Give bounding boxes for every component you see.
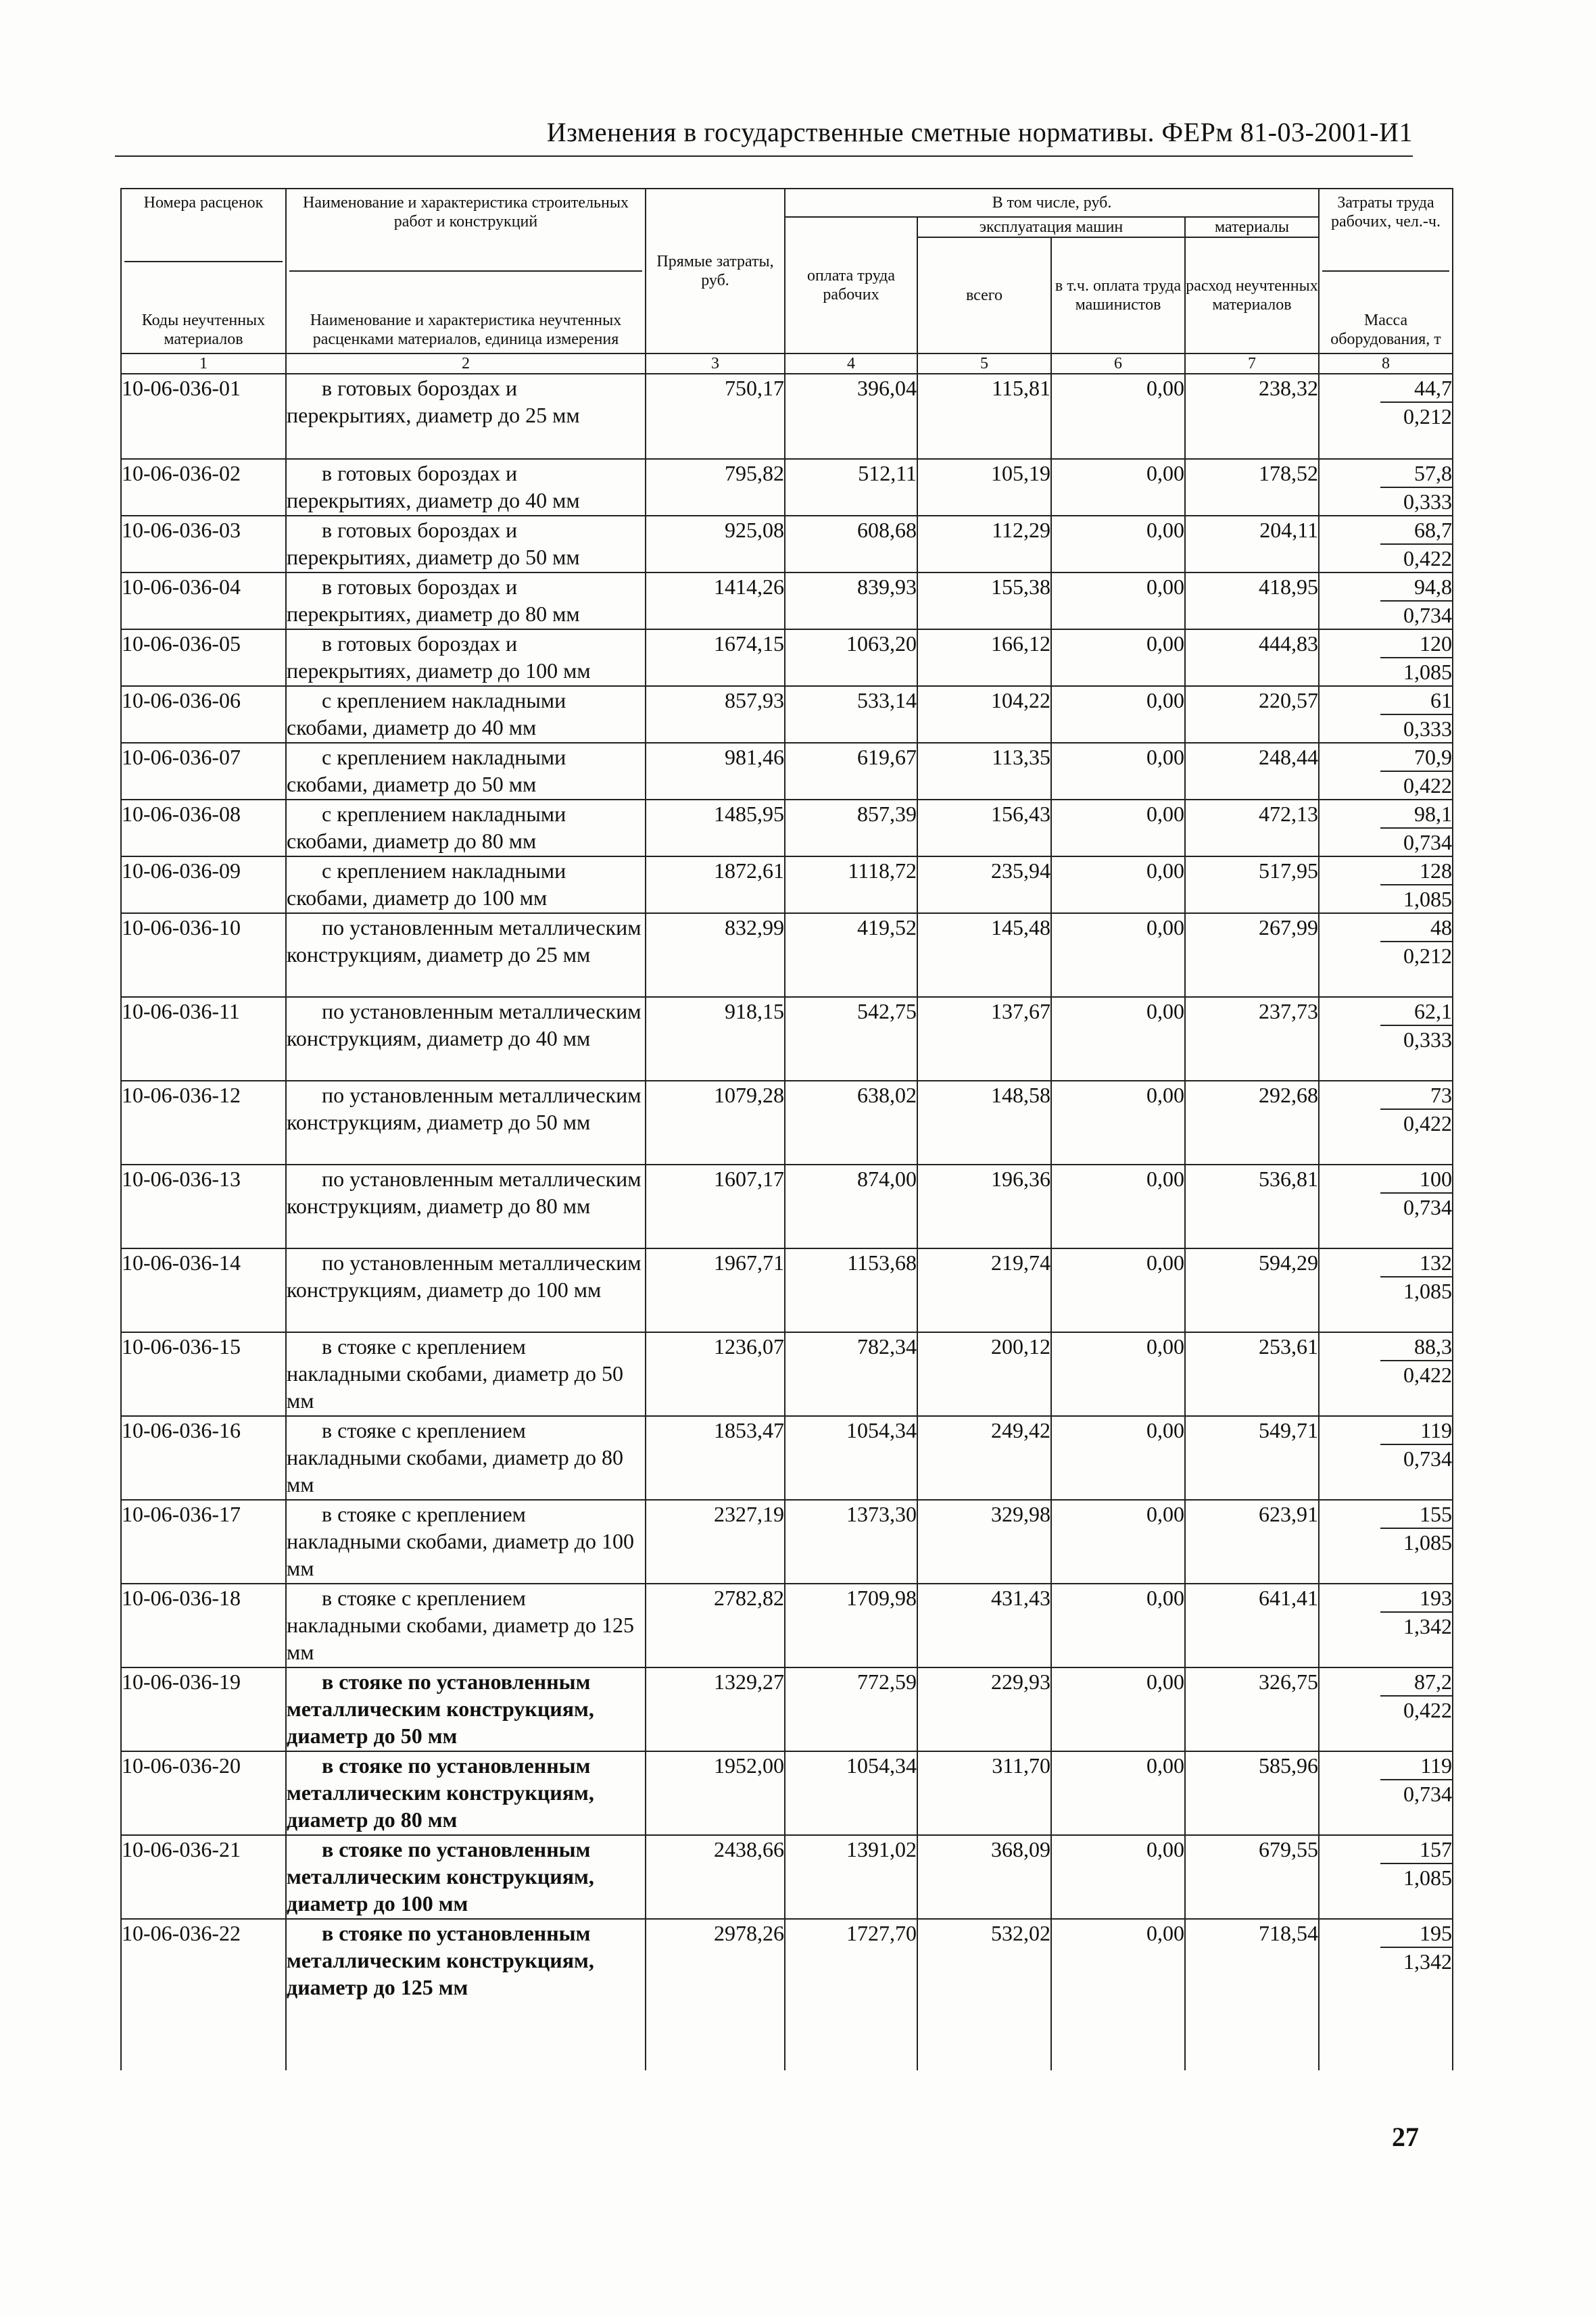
header-direct-costs: Прямые затраты, руб. <box>646 189 785 354</box>
operator-wages-value: 0,00 <box>1051 1332 1185 1416</box>
table-row <box>121 1081 1453 1165</box>
worker-wages-value: 1727,70 <box>785 1919 917 2003</box>
operator-wages-value: 0,00 <box>1051 743 1185 800</box>
rate-description: по установленным металлическим конструкциям, диаметр до 25 мм <box>287 915 642 967</box>
machines-total-value: 431,43 <box>917 1584 1051 1667</box>
labor-costs-value: 100 <box>1380 1165 1452 1194</box>
operator-wages-value: 0,00 <box>1051 1835 1185 1919</box>
machines-total-value: 105,19 <box>917 459 1051 516</box>
worker-wages-value: 1709,98 <box>785 1584 917 1667</box>
materials-value: 549,71 <box>1185 1416 1319 1500</box>
equipment-mass-value: 1,342 <box>1403 1614 1452 1638</box>
running-header: Изменения в государственные сметные нормативы. ФЕРм 81-03-2001-И1 <box>115 114 1413 157</box>
machines-total-value: 235,94 <box>917 856 1051 913</box>
direct-costs-value: 2782,82 <box>646 1584 785 1667</box>
header-labor-costs: Затраты труда рабочих, чел.-ч. <box>1331 194 1441 230</box>
direct-costs-value: 1236,07 <box>646 1332 785 1416</box>
rate-description: по установленным металлическим конструкциям, диаметр до 50 мм <box>287 1083 642 1134</box>
worker-wages-value: 396,04 <box>785 374 917 459</box>
rate-code: 10-06-036-08 <box>121 800 286 856</box>
table-body <box>121 374 1453 2070</box>
table-row <box>121 743 1453 800</box>
materials-value: 472,13 <box>1185 800 1319 856</box>
materials-value: 517,95 <box>1185 856 1319 913</box>
materials-value: 536,81 <box>1185 1165 1319 1248</box>
labor-costs-value: 87,2 <box>1380 1668 1452 1697</box>
rate-code: 10-06-036-05 <box>121 629 286 686</box>
labor-costs-value: 57,8 <box>1380 460 1452 488</box>
direct-costs-value: 1952,00 <box>646 1751 785 1835</box>
equipment-mass-value: 0,422 <box>1403 1111 1452 1136</box>
table-row <box>121 800 1453 856</box>
equipment-mass-value: 0,422 <box>1403 546 1452 570</box>
direct-costs-value: 1853,47 <box>646 1416 785 1500</box>
table-row <box>121 516 1453 572</box>
worker-wages-value: 512,11 <box>785 459 917 516</box>
header-including-group: В том числе, руб. <box>785 189 1319 217</box>
equipment-mass-value: 1,342 <box>1403 1949 1452 1974</box>
direct-costs-value: 925,08 <box>646 516 785 572</box>
header-materials-consumption: расход неучтенных материалов <box>1185 237 1319 354</box>
machines-total-value: 145,48 <box>917 913 1051 997</box>
operator-wages-value: 0,00 <box>1051 516 1185 572</box>
header-equipment-mass: Масса оборудования, т <box>1330 312 1441 348</box>
table-row <box>121 1165 1453 1248</box>
equipment-mass-value: 0,333 <box>1403 1027 1452 1052</box>
materials-value: 220,57 <box>1185 686 1319 743</box>
materials-value: 248,44 <box>1185 743 1319 800</box>
labor-costs-value: 44,7 <box>1380 374 1452 403</box>
rate-code: 10-06-036-22 <box>121 1919 286 2003</box>
rate-description: с креплением накладными скобами, диаметр до 40 мм <box>287 688 566 739</box>
equipment-mass-value: 1,085 <box>1403 1279 1452 1303</box>
machines-total-value: 219,74 <box>917 1248 1051 1332</box>
table-row <box>121 1584 1453 1667</box>
direct-costs-value: 795,82 <box>646 459 785 516</box>
rate-code: 10-06-036-07 <box>121 743 286 800</box>
column-number: 2 <box>286 354 646 374</box>
materials-value: 253,61 <box>1185 1332 1319 1416</box>
rates-table <box>120 188 1453 2070</box>
worker-wages-value: 1391,02 <box>785 1835 917 1919</box>
labor-costs-value: 94,8 <box>1380 573 1452 602</box>
labor-costs-value: 119 <box>1380 1752 1452 1780</box>
table-row <box>121 1416 1453 1500</box>
header-materials-group: материалы <box>1185 217 1319 237</box>
worker-wages-value: 419,52 <box>785 913 917 997</box>
labor-costs-value: 155 <box>1380 1501 1452 1529</box>
machines-total-value: 115,81 <box>917 374 1051 459</box>
machines-total-value: 166,12 <box>917 629 1051 686</box>
header-material-codes: Коды неучтенных материалов <box>141 312 266 348</box>
operator-wages-value: 0,00 <box>1051 1667 1185 1751</box>
machines-total-value: 200,12 <box>917 1332 1051 1416</box>
operator-wages-value: 0,00 <box>1051 997 1185 1081</box>
header-work-names: Наименование и характеристика строительных работ и конструкций <box>303 194 629 230</box>
rate-description: в стояке с креплением накладными скобами, диаметр до 125 мм <box>287 1586 635 1664</box>
machines-total-value: 196,36 <box>917 1165 1051 1248</box>
direct-costs-value: 1079,28 <box>646 1081 785 1165</box>
direct-costs-value: 750,17 <box>646 374 785 459</box>
worker-wages-value: 533,14 <box>785 686 917 743</box>
materials-value: 585,96 <box>1185 1751 1319 1835</box>
direct-costs-value: 832,99 <box>646 913 785 997</box>
column-number: 8 <box>1319 354 1453 374</box>
table-row <box>121 459 1453 516</box>
labor-costs-value: 68,7 <box>1380 516 1452 545</box>
equipment-mass-value: 0,734 <box>1403 830 1452 854</box>
table-row <box>121 1919 1453 2003</box>
operator-wages-value: 0,00 <box>1051 629 1185 686</box>
column-number: 7 <box>1185 354 1319 374</box>
materials-value: 267,99 <box>1185 913 1319 997</box>
equipment-mass-value: 1,085 <box>1403 1866 1452 1890</box>
labor-costs-value: 157 <box>1380 1836 1452 1864</box>
header-col-labor <box>1319 189 1453 354</box>
equipment-mass-value: 1,085 <box>1403 660 1452 684</box>
operator-wages-value: 0,00 <box>1051 1751 1185 1835</box>
operator-wages-value: 0,00 <box>1051 1584 1185 1667</box>
direct-costs-value: 981,46 <box>646 743 785 800</box>
labor-costs-value: 70,9 <box>1380 744 1452 772</box>
rate-code: 10-06-036-20 <box>121 1751 286 1835</box>
worker-wages-value: 839,93 <box>785 572 917 629</box>
worker-wages-value: 874,00 <box>785 1165 917 1248</box>
operator-wages-value: 0,00 <box>1051 459 1185 516</box>
machines-total-value: 249,42 <box>917 1416 1051 1500</box>
direct-costs-value: 1674,15 <box>646 629 785 686</box>
equipment-mass-value: 1,085 <box>1403 887 1452 911</box>
equipment-mass-value: 0,734 <box>1403 1446 1452 1471</box>
direct-costs-value: 2327,19 <box>646 1500 785 1584</box>
materials-value: 237,73 <box>1185 997 1319 1081</box>
direct-costs-value: 857,93 <box>646 686 785 743</box>
equipment-mass-value: 0,422 <box>1403 1363 1452 1387</box>
rate-description: в стояке с креплением накладными скобами, диаметр до 50 мм <box>287 1334 624 1413</box>
rate-code: 10-06-036-15 <box>121 1332 286 1416</box>
labor-costs-value: 61 <box>1380 687 1452 715</box>
worker-wages-value: 1063,20 <box>785 629 917 686</box>
rate-code: 10-06-036-10 <box>121 913 286 997</box>
rate-code: 10-06-036-16 <box>121 1416 286 1500</box>
materials-value: 238,32 <box>1185 374 1319 459</box>
labor-costs-value: 195 <box>1380 1920 1452 1948</box>
table-header <box>121 189 1453 374</box>
header-material-names: Наименование и характеристика неучтенных расценками материалов, единица измерения <box>310 312 622 348</box>
operator-wages-value: 0,00 <box>1051 1919 1185 2003</box>
operator-wages-value: 0,00 <box>1051 686 1185 743</box>
labor-costs-value: 193 <box>1380 1584 1452 1613</box>
operator-wages-value: 0,00 <box>1051 1248 1185 1332</box>
rate-description: с креплением накладными скобами, диаметр до 80 мм <box>287 802 566 853</box>
table-row <box>121 374 1453 459</box>
table-row <box>121 1751 1453 1835</box>
operator-wages-value: 0,00 <box>1051 1500 1185 1584</box>
materials-value: 641,41 <box>1185 1584 1319 1667</box>
rate-description: в готовых бороздах и перекрытиях, диаметр до 25 мм <box>287 376 580 427</box>
equipment-mass-value: 0,212 <box>1403 404 1452 429</box>
operator-wages-value: 0,00 <box>1051 572 1185 629</box>
rate-code: 10-06-036-01 <box>121 374 286 459</box>
machines-total-value: 112,29 <box>917 516 1051 572</box>
rate-description: по установленным металлическим конструкциям, диаметр до 80 мм <box>287 1167 642 1218</box>
labor-costs-value: 73 <box>1380 1081 1452 1110</box>
direct-costs-value: 1607,17 <box>646 1165 785 1248</box>
rate-description: с креплением накладными скобами, диаметр до 50 мм <box>287 745 566 796</box>
rate-code: 10-06-036-09 <box>121 856 286 913</box>
rate-code: 10-06-036-14 <box>121 1248 286 1332</box>
direct-costs-value: 918,15 <box>646 997 785 1081</box>
rate-code: 10-06-036-06 <box>121 686 286 743</box>
labor-costs-value: 62,1 <box>1380 998 1452 1026</box>
rate-code: 10-06-036-02 <box>121 459 286 516</box>
materials-value: 444,83 <box>1185 629 1319 686</box>
direct-costs-value: 1329,27 <box>646 1667 785 1751</box>
operator-wages-value: 0,00 <box>1051 800 1185 856</box>
rate-description: в стояке по установленным металлическим конструкциям, диаметр до 80 мм <box>287 1753 594 1832</box>
direct-costs-value: 2438,66 <box>646 1835 785 1919</box>
worker-wages-value: 782,34 <box>785 1332 917 1416</box>
materials-value: 418,95 <box>1185 572 1319 629</box>
rate-description: с креплением накладными скобами, диаметр до 100 мм <box>287 858 566 910</box>
operator-wages-value: 0,00 <box>1051 1416 1185 1500</box>
machines-total-value: 368,09 <box>917 1835 1051 1919</box>
table-row <box>121 1332 1453 1416</box>
table-row <box>121 1248 1453 1332</box>
column-number: 6 <box>1051 354 1185 374</box>
materials-value: 326,75 <box>1185 1667 1319 1751</box>
header-worker-wages: оплата труда рабочих <box>785 217 917 354</box>
rate-code: 10-06-036-13 <box>121 1165 286 1248</box>
labor-costs-value: 119 <box>1380 1417 1452 1445</box>
equipment-mass-value: 0,422 <box>1403 1698 1452 1722</box>
machines-total-value: 532,02 <box>917 1919 1051 2003</box>
rate-description: в стояке с креплением накладными скобами, диаметр до 100 мм <box>287 1502 635 1580</box>
header-machines-group: эксплуатация машин <box>917 217 1185 237</box>
rate-code: 10-06-036-18 <box>121 1584 286 1667</box>
labor-costs-value: 48 <box>1380 914 1452 942</box>
machines-total-value: 156,43 <box>917 800 1051 856</box>
table-row <box>121 686 1453 743</box>
worker-wages-value: 1054,34 <box>785 1751 917 1835</box>
rate-code: 10-06-036-04 <box>121 572 286 629</box>
direct-costs-value: 1414,26 <box>646 572 785 629</box>
equipment-mass-value: 0,333 <box>1403 489 1452 514</box>
table-filler <box>121 2003 1453 2070</box>
page-number: 27 <box>1392 2122 1419 2152</box>
operator-wages-value: 0,00 <box>1051 374 1185 459</box>
operator-wages-value: 0,00 <box>1051 913 1185 997</box>
equipment-mass-value: 0,333 <box>1403 716 1452 741</box>
machines-total-value: 155,38 <box>917 572 1051 629</box>
table-row <box>121 572 1453 629</box>
worker-wages-value: 542,75 <box>785 997 917 1081</box>
equipment-mass-value: 0,212 <box>1403 944 1452 968</box>
worker-wages-value: 1153,68 <box>785 1248 917 1332</box>
worker-wages-value: 857,39 <box>785 800 917 856</box>
rate-code: 10-06-036-12 <box>121 1081 286 1165</box>
materials-value: 204,11 <box>1185 516 1319 572</box>
column-number: 5 <box>917 354 1051 374</box>
machines-total-value: 104,22 <box>917 686 1051 743</box>
rate-description: в готовых бороздах и перекрытиях, диаметр до 100 мм <box>287 631 591 683</box>
rate-description: в стояке по установленным металлическим конструкциям, диаметр до 100 мм <box>287 1837 594 1916</box>
rate-description: в готовых бороздах и перекрытиях, диаметр до 50 мм <box>287 518 580 569</box>
machines-total-value: 329,98 <box>917 1500 1051 1584</box>
worker-wages-value: 1373,30 <box>785 1500 917 1584</box>
rate-code: 10-06-036-11 <box>121 997 286 1081</box>
table-row <box>121 1500 1453 1584</box>
worker-wages-value: 772,59 <box>785 1667 917 1751</box>
rate-description: по установленным металлическим конструкциям, диаметр до 40 мм <box>287 999 642 1050</box>
rate-code: 10-06-036-17 <box>121 1500 286 1584</box>
header-machines-total: всего <box>917 237 1051 354</box>
materials-value: 292,68 <box>1185 1081 1319 1165</box>
labor-costs-value: 120 <box>1380 630 1452 658</box>
worker-wages-value: 1054,34 <box>785 1416 917 1500</box>
machines-total-value: 137,67 <box>917 997 1051 1081</box>
direct-costs-value: 2978,26 <box>646 1919 785 2003</box>
materials-value: 679,55 <box>1185 1835 1319 1919</box>
worker-wages-value: 638,02 <box>785 1081 917 1165</box>
rate-code: 10-06-036-21 <box>121 1835 286 1919</box>
table-row <box>121 1835 1453 1919</box>
rate-description: по установленным металлическим конструкциям, диаметр до 100 мм <box>287 1250 642 1302</box>
rate-code: 10-06-036-03 <box>121 516 286 572</box>
materials-value: 718,54 <box>1185 1919 1319 2003</box>
equipment-mass-value: 0,734 <box>1403 1195 1452 1219</box>
machines-total-value: 148,58 <box>917 1081 1051 1165</box>
rate-code: 10-06-036-19 <box>121 1667 286 1751</box>
machines-total-value: 113,35 <box>917 743 1051 800</box>
column-number: 3 <box>646 354 785 374</box>
labor-costs-value: 128 <box>1380 857 1452 885</box>
machines-total-value: 229,93 <box>917 1667 1051 1751</box>
header-col-names <box>286 189 646 354</box>
machines-total-value: 311,70 <box>917 1751 1051 1835</box>
operator-wages-value: 0,00 <box>1051 1165 1185 1248</box>
header-rate-numbers: Номера расценок <box>143 194 264 212</box>
equipment-mass-value: 0,734 <box>1403 603 1452 627</box>
table-row <box>121 997 1453 1081</box>
worker-wages-value: 1118,72 <box>785 856 917 913</box>
rate-description: в стояке по установленным металлическим конструкциям, диаметр до 125 мм <box>287 1921 594 1999</box>
direct-costs-value: 1872,61 <box>646 856 785 913</box>
worker-wages-value: 608,68 <box>785 516 917 572</box>
column-numbers-row <box>121 354 1453 374</box>
labor-costs-value: 98,1 <box>1380 800 1452 829</box>
operator-wages-value: 0,00 <box>1051 1081 1185 1165</box>
materials-value: 594,29 <box>1185 1248 1319 1332</box>
worker-wages-value: 619,67 <box>785 743 917 800</box>
labor-costs-value: 132 <box>1380 1249 1452 1277</box>
header-col-codes <box>121 189 286 354</box>
operator-wages-value: 0,00 <box>1051 856 1185 913</box>
table-row <box>121 1667 1453 1751</box>
table-row <box>121 913 1453 997</box>
header-operator-wages: в т.ч. оплата труда машинистов <box>1051 237 1185 354</box>
equipment-mass-value: 0,422 <box>1403 773 1452 798</box>
rate-description: в готовых бороздах и перекрытиях, диаметр до 80 мм <box>287 575 580 626</box>
equipment-mass-value: 0,734 <box>1403 1782 1452 1806</box>
labor-costs-value: 88,3 <box>1380 1333 1452 1361</box>
materials-value: 178,52 <box>1185 459 1319 516</box>
direct-costs-value: 1967,71 <box>646 1248 785 1332</box>
materials-value: 623,91 <box>1185 1500 1319 1584</box>
table-row <box>121 856 1453 913</box>
table-row <box>121 629 1453 686</box>
direct-costs-value: 1485,95 <box>646 800 785 856</box>
rate-description: в стояке по установленным металлическим конструкциям, диаметр до 50 мм <box>287 1670 594 1748</box>
column-number: 4 <box>785 354 917 374</box>
equipment-mass-value: 1,085 <box>1403 1530 1452 1555</box>
rate-description: в стояке с креплением накладными скобами, диаметр до 80 мм <box>287 1418 624 1496</box>
rate-description: в готовых бороздах и перекрытиях, диаметр до 40 мм <box>287 461 580 512</box>
column-number: 1 <box>121 354 286 374</box>
